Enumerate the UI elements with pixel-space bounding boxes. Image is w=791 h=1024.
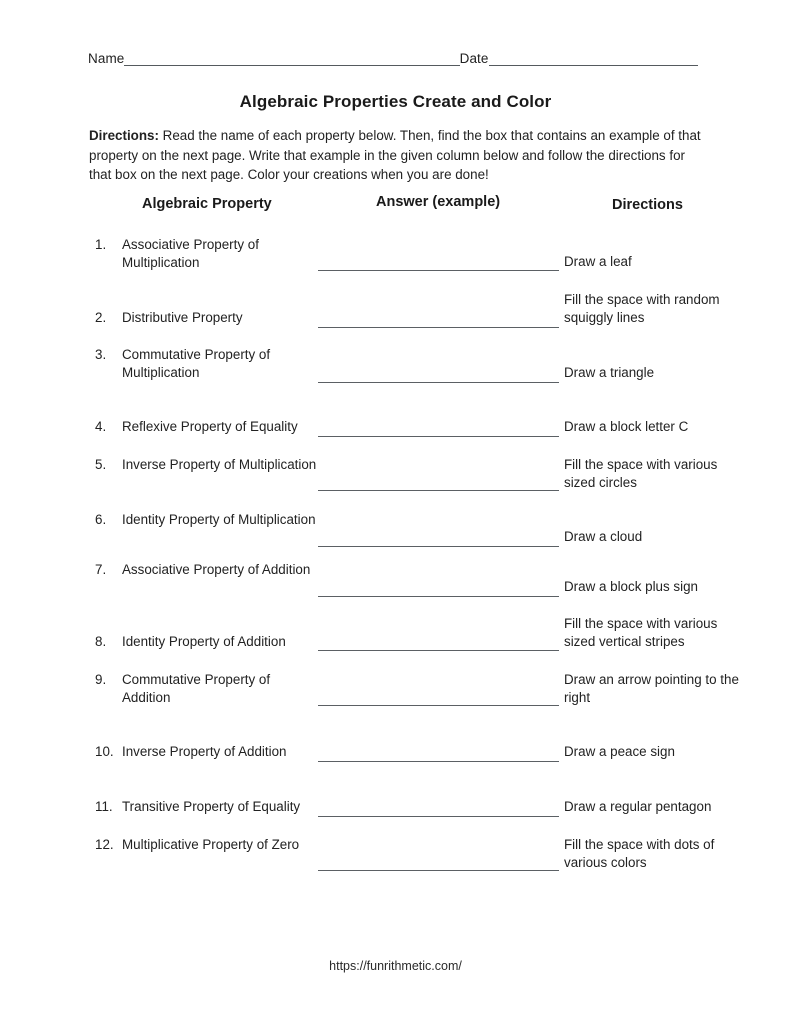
column-header-directions: Directions [612, 197, 683, 213]
property-cell [95, 798, 320, 816]
column-header-answer: Answer (example) [376, 194, 501, 210]
name-label: Name [88, 51, 125, 66]
row-number: 4. [95, 419, 107, 434]
row-number: 10. [95, 744, 114, 759]
property-name: Reflexive Property of Equality [122, 419, 298, 434]
answer-write-in-line[interactable] [318, 650, 559, 651]
directions-label: Directions: [89, 128, 159, 143]
row-number: 6. [95, 512, 107, 527]
direction-text: Draw a peace sign [564, 744, 675, 759]
answer-write-in-line[interactable] [318, 327, 559, 328]
direction-text: Fill the space with random squiggly lines [564, 292, 720, 325]
row-number: 9. [95, 672, 107, 687]
answer-write-in-line[interactable] [318, 761, 559, 762]
direction-text: Draw a regular pentagon [564, 799, 712, 814]
property-name: Identity Property of Addition [122, 634, 286, 649]
direction-text: Fill the space with dots of various colors [564, 837, 715, 870]
date-label: Date [459, 51, 489, 66]
property-cell [95, 346, 320, 381]
name-write-in-line[interactable] [124, 52, 459, 66]
answer-write-in-line[interactable] [318, 705, 559, 706]
property-cell [95, 511, 320, 529]
property-name: Commutative Property of Addition [122, 672, 271, 705]
property-name: Multiplicative Property of Zero [122, 837, 300, 852]
answer-write-in-line[interactable] [318, 546, 559, 547]
row-number: 2. [95, 310, 107, 325]
property-cell [95, 309, 320, 327]
answer-write-in-line[interactable] [318, 816, 559, 817]
name-date-header [88, 46, 698, 66]
page-title: Algebraic Properties Create and Color [239, 92, 552, 111]
property-cell [95, 418, 320, 436]
property-name: Commutative Property of Multiplication [122, 347, 271, 380]
row-number: 8. [95, 634, 107, 649]
property-cell [95, 671, 320, 706]
property-cell [95, 836, 320, 854]
column-header-property: Algebraic Property [142, 196, 272, 212]
row-number: 1. [95, 237, 107, 252]
property-name: Inverse Property of Addition [122, 744, 287, 759]
row-number: 7. [95, 562, 107, 577]
direction-text: Fill the space with various sized circles [564, 457, 718, 490]
direction-text: Draw a cloud [564, 529, 643, 544]
answer-write-in-line[interactable] [318, 270, 559, 271]
direction-text: Draw a leaf [564, 254, 632, 269]
property-name: Associative Property of Multiplication [122, 237, 259, 270]
direction-text: Draw a block plus sign [564, 579, 698, 594]
property-name: Distributive Property [122, 310, 243, 325]
property-cell [95, 561, 320, 579]
direction-text: Draw a triangle [564, 365, 655, 380]
property-name: Transitive Property of Equality [122, 799, 301, 814]
property-cell [95, 456, 320, 474]
row-number: 5. [95, 457, 107, 472]
row-number: 12. [95, 837, 114, 852]
direction-text: Fill the space with various sized vertical stripes [564, 616, 718, 649]
property-name: Associative Property of Addition [122, 562, 311, 577]
answer-write-in-line[interactable] [318, 382, 559, 383]
direction-text: Draw an arrow pointing to the right [564, 672, 739, 705]
directions-paragraph [89, 126, 711, 185]
property-cell [95, 633, 320, 651]
row-number: 3. [95, 347, 107, 362]
property-name: Identity Property of Multiplication [122, 512, 316, 527]
property-name: Inverse Property of Multiplication [122, 457, 317, 472]
answer-write-in-line[interactable] [318, 870, 559, 871]
answer-write-in-line[interactable] [318, 596, 559, 597]
property-cell [95, 743, 320, 761]
date-write-in-line[interactable] [489, 52, 698, 66]
answer-write-in-line[interactable] [318, 436, 559, 437]
footer-url[interactable]: https://funrithmetic.com/ [329, 959, 462, 973]
row-number: 11. [95, 799, 113, 814]
answer-write-in-line[interactable] [318, 490, 559, 491]
property-cell [95, 236, 320, 271]
directions-body: Read the name of each property below. Then, find the box that contains an example of that property on the next page. Write that example in the given column below and follow the directions for that box on the next page. Color your creations when you are done! [89, 128, 701, 182]
direction-text: Draw a block letter C [564, 419, 689, 434]
